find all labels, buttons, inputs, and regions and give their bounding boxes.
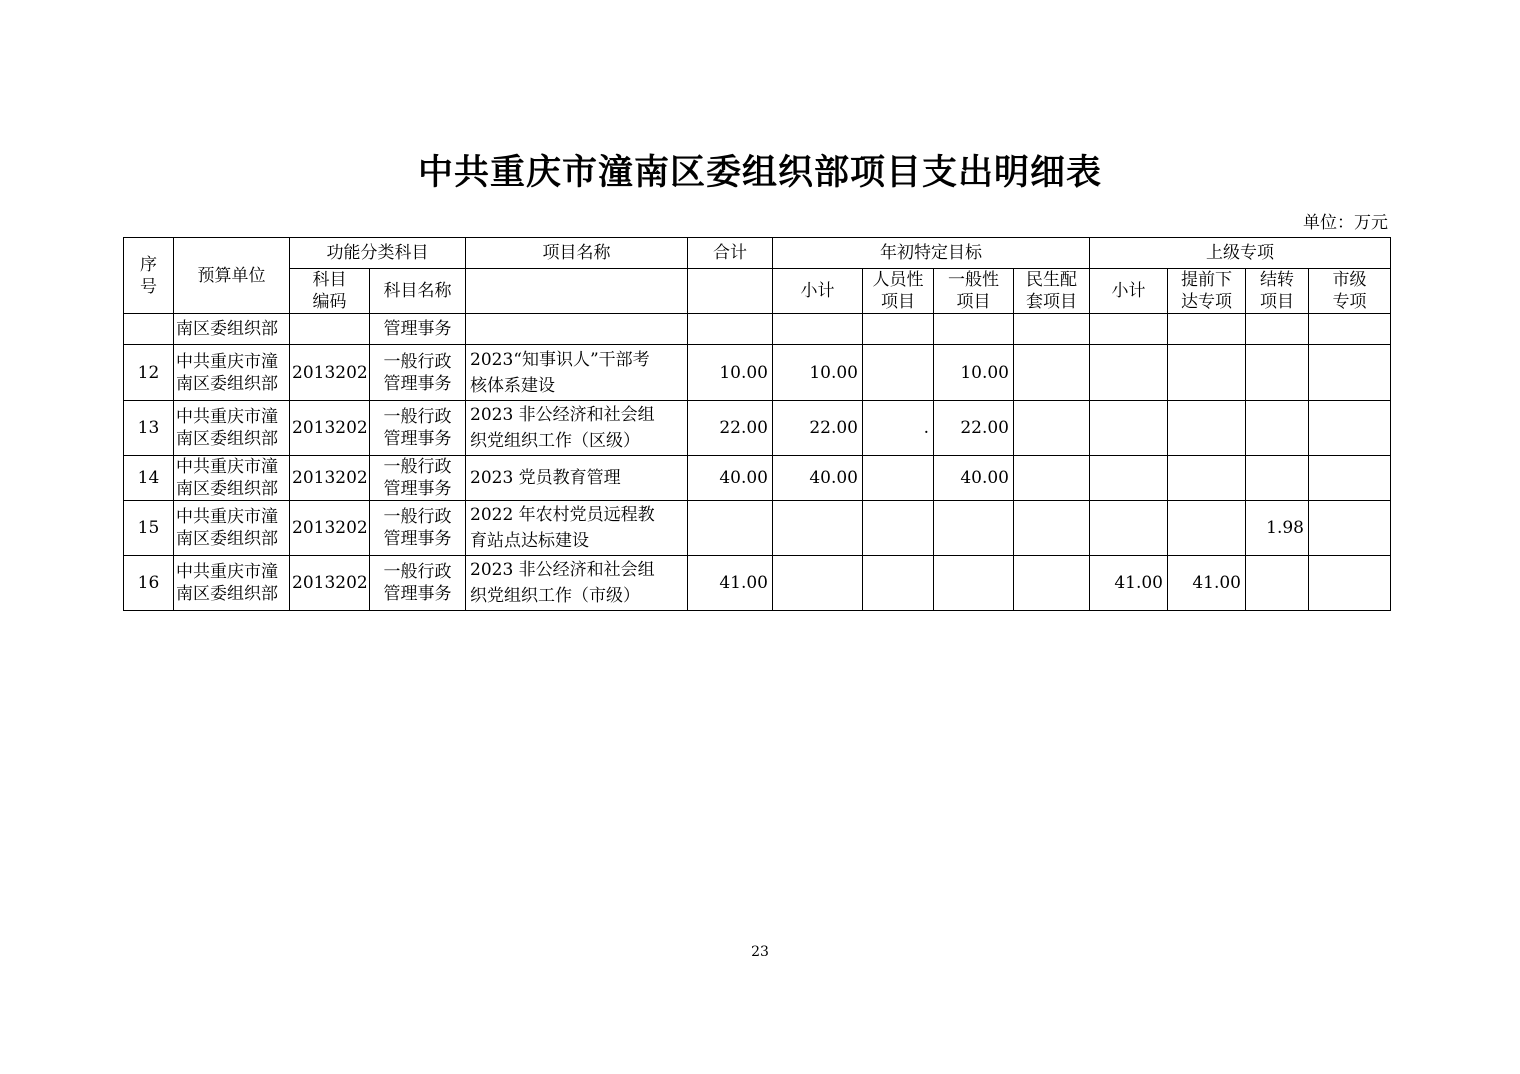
header-at-subtotal: 小计	[773, 269, 863, 314]
cell-sup-subtotal	[1090, 314, 1168, 345]
cell-at-livelihood	[1014, 401, 1090, 456]
cell-func-code: 2013202	[290, 556, 370, 611]
cell-budget-unit: 南区委组织部	[174, 314, 290, 345]
cell-seq: 14	[124, 456, 174, 501]
cell-sup-carryover	[1246, 345, 1309, 401]
cell-func-name: 一般行政 管理事务	[370, 401, 466, 456]
cell-budget-unit: 中共重庆市潼 南区委组织部	[174, 556, 290, 611]
cell-func-name: 一般行政 管理事务	[370, 556, 466, 611]
cell-func-name: 管理事务	[370, 314, 466, 345]
cell-at-subtotal	[773, 556, 863, 611]
cell-total: 41.00	[688, 556, 773, 611]
cell-seq: 16	[124, 556, 174, 611]
cell-sup-carryover	[1246, 401, 1309, 456]
cell-sup-subtotal	[1090, 456, 1168, 501]
header-func-code: 科目 编码	[290, 269, 370, 314]
cell-sup-subtotal: 41.00	[1090, 556, 1168, 611]
cell-func-name: 一般行政 管理事务	[370, 456, 466, 501]
cell-project-name: 2022 年农村党员远程教 育站点达标建设	[466, 501, 688, 556]
header-sup-subtotal: 小计	[1090, 269, 1168, 314]
header-at-general: 一般性 项目	[934, 269, 1014, 314]
header-at-personnel: 人员性 项目	[863, 269, 934, 314]
cell-total: 22.00	[688, 401, 773, 456]
cell-at-general: 22.00	[934, 401, 1014, 456]
cell-budget-unit: 中共重庆市潼 南区委组织部	[174, 456, 290, 501]
cell-sup-carryover	[1246, 314, 1309, 345]
header-project-name: 项目名称	[466, 238, 688, 269]
header-project-name-sub	[466, 269, 688, 314]
cell-sup-city	[1309, 314, 1391, 345]
cell-sup-carryover: 1.98	[1246, 501, 1309, 556]
cell-sup-city	[1309, 556, 1391, 611]
cell-sup-advance	[1168, 345, 1246, 401]
header-total-sub	[688, 269, 773, 314]
cell-total: 40.00	[688, 456, 773, 501]
cell-sup-advance	[1168, 314, 1246, 345]
expense-detail-table	[123, 237, 1391, 611]
cell-budget-unit: 中共重庆市潼 南区委组织部	[174, 345, 290, 401]
header-seq: 序 号	[124, 238, 174, 314]
cell-at-subtotal: 22.00	[773, 401, 863, 456]
cell-sup-carryover	[1246, 456, 1309, 501]
cell-project-name: 2023 非公经济和社会组 织党组织工作（市级）	[466, 556, 688, 611]
cell-at-personnel: .	[863, 401, 934, 456]
cell-at-subtotal	[773, 501, 863, 556]
cell-at-livelihood	[1014, 501, 1090, 556]
table-row	[124, 345, 1391, 401]
cell-sup-city	[1309, 345, 1391, 401]
cell-func-name: 一般行政 管理事务	[370, 345, 466, 401]
header-func-class: 功能分类科目	[290, 238, 466, 269]
cell-at-personnel	[863, 556, 934, 611]
cell-func-name: 一般行政 管理事务	[370, 501, 466, 556]
cell-sup-advance	[1168, 401, 1246, 456]
header-total: 合计	[688, 238, 773, 269]
cell-at-livelihood	[1014, 314, 1090, 345]
cell-at-personnel	[863, 456, 934, 501]
cell-sup-subtotal	[1090, 401, 1168, 456]
cell-at-general	[934, 556, 1014, 611]
cell-at-livelihood	[1014, 345, 1090, 401]
cell-sup-city	[1309, 501, 1391, 556]
cell-at-general: 10.00	[934, 345, 1014, 401]
cell-at-subtotal: 10.00	[773, 345, 863, 401]
cell-at-livelihood	[1014, 456, 1090, 501]
cell-project-name: 2023 党员教育管理	[466, 456, 688, 501]
cell-at-personnel	[863, 501, 934, 556]
cell-budget-unit: 中共重庆市潼 南区委组织部	[174, 401, 290, 456]
header-func-name: 科目名称	[370, 269, 466, 314]
unit-label: 单位：万元	[1303, 213, 1388, 233]
cell-func-code: 2013202	[290, 501, 370, 556]
cell-at-subtotal: 40.00	[773, 456, 863, 501]
cell-seq: 12	[124, 345, 174, 401]
cell-at-personnel	[863, 314, 934, 345]
cell-at-general	[934, 314, 1014, 345]
table-header	[124, 238, 1391, 314]
cell-at-general	[934, 501, 1014, 556]
cell-sup-subtotal	[1090, 345, 1168, 401]
cell-at-personnel	[863, 345, 934, 401]
table-row	[124, 456, 1391, 501]
header-sup-advance: 提前下 达专项	[1168, 269, 1246, 314]
table-body	[124, 314, 1391, 611]
cell-budget-unit: 中共重庆市潼 南区委组织部	[174, 501, 290, 556]
table-row	[124, 556, 1391, 611]
table-row	[124, 314, 1391, 345]
cell-func-code: 2013202	[290, 345, 370, 401]
table-row	[124, 401, 1391, 456]
page-number: 23	[751, 944, 769, 960]
cell-seq	[124, 314, 174, 345]
header-budget-unit: 预算单位	[174, 238, 290, 314]
cell-sup-carryover	[1246, 556, 1309, 611]
header-sup-city: 市级 专项	[1309, 269, 1391, 314]
cell-func-code	[290, 314, 370, 345]
cell-func-code: 2013202	[290, 401, 370, 456]
header-sup-carryover: 结转 项目	[1246, 269, 1309, 314]
cell-at-livelihood	[1014, 556, 1090, 611]
cell-project-name: 2023 非公经济和社会组 织党组织工作（区级）	[466, 401, 688, 456]
cell-project-name	[466, 314, 688, 345]
cell-sup-advance: 41.00	[1168, 556, 1246, 611]
cell-sup-city	[1309, 456, 1391, 501]
header-annual-target: 年初特定目标	[773, 238, 1090, 269]
cell-sup-advance	[1168, 456, 1246, 501]
cell-sup-city	[1309, 401, 1391, 456]
cell-at-general: 40.00	[934, 456, 1014, 501]
cell-seq: 13	[124, 401, 174, 456]
cell-at-subtotal	[773, 314, 863, 345]
cell-total: 10.00	[688, 345, 773, 401]
cell-seq: 15	[124, 501, 174, 556]
cell-func-code: 2013202	[290, 456, 370, 501]
cell-sup-advance	[1168, 501, 1246, 556]
header-superior: 上级专项	[1090, 238, 1391, 269]
cell-total	[688, 501, 773, 556]
cell-total	[688, 314, 773, 345]
table-row	[124, 501, 1391, 556]
document-title: 中共重庆市潼南区委组织部项目支出明细表	[417, 153, 1102, 193]
header-at-livelihood: 民生配 套项目	[1014, 269, 1090, 314]
cell-project-name: 2023“知事识人”干部考 核体系建设	[466, 345, 688, 401]
cell-sup-subtotal	[1090, 501, 1168, 556]
